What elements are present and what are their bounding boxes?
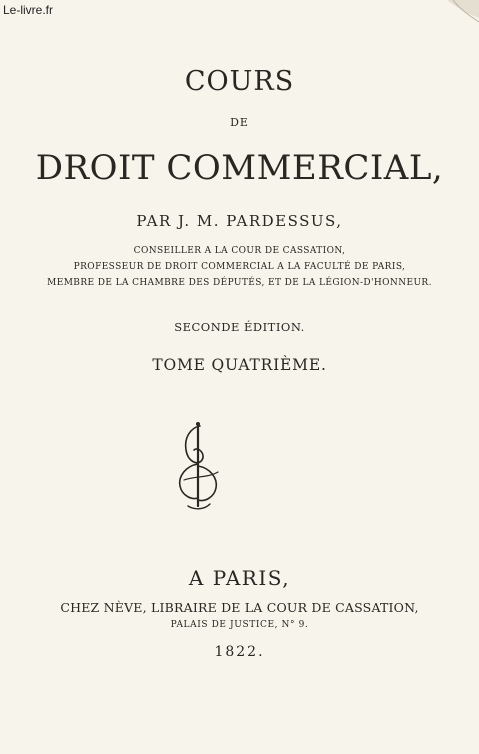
- book-title: DROIT COMMERCIAL,: [35, 148, 444, 188]
- author-title-1: CONSEILLER A LA COUR DE CASSATION,: [133, 246, 346, 256]
- monogram-ornament-icon: [168, 420, 230, 512]
- author-title-2: PROFESSEUR DE DROIT COMMERCIAL A LA FACULTÉ DE PARIS,: [73, 262, 406, 272]
- watermark-text: Le-livre.fr: [3, 3, 54, 17]
- author-name: PAR J. M. PARDESSUS,: [136, 212, 343, 230]
- edition-label: SECONDE ÉDITION.: [174, 320, 305, 334]
- volume-label: TOME QUATRIÈME.: [152, 356, 327, 374]
- imprint-city: A PARIS,: [188, 566, 291, 590]
- author-title-3: MEMBRE DE LA CHAMBRE DES DÉPUTÉS, ET DE LA LÉGION-D'HONNEUR.: [47, 278, 432, 288]
- page-corner-mark: [437, 0, 479, 30]
- imprint-publisher: CHEZ NÈVE, LIBRAIRE DE LA COUR DE CASSATION,: [60, 600, 419, 615]
- title-cours: COURS: [184, 66, 295, 97]
- imprint-year: 1822.: [214, 644, 265, 660]
- imprint-address: PALAIS DE JUSTICE, N° 9.: [170, 620, 309, 630]
- title-de: DE: [230, 116, 249, 129]
